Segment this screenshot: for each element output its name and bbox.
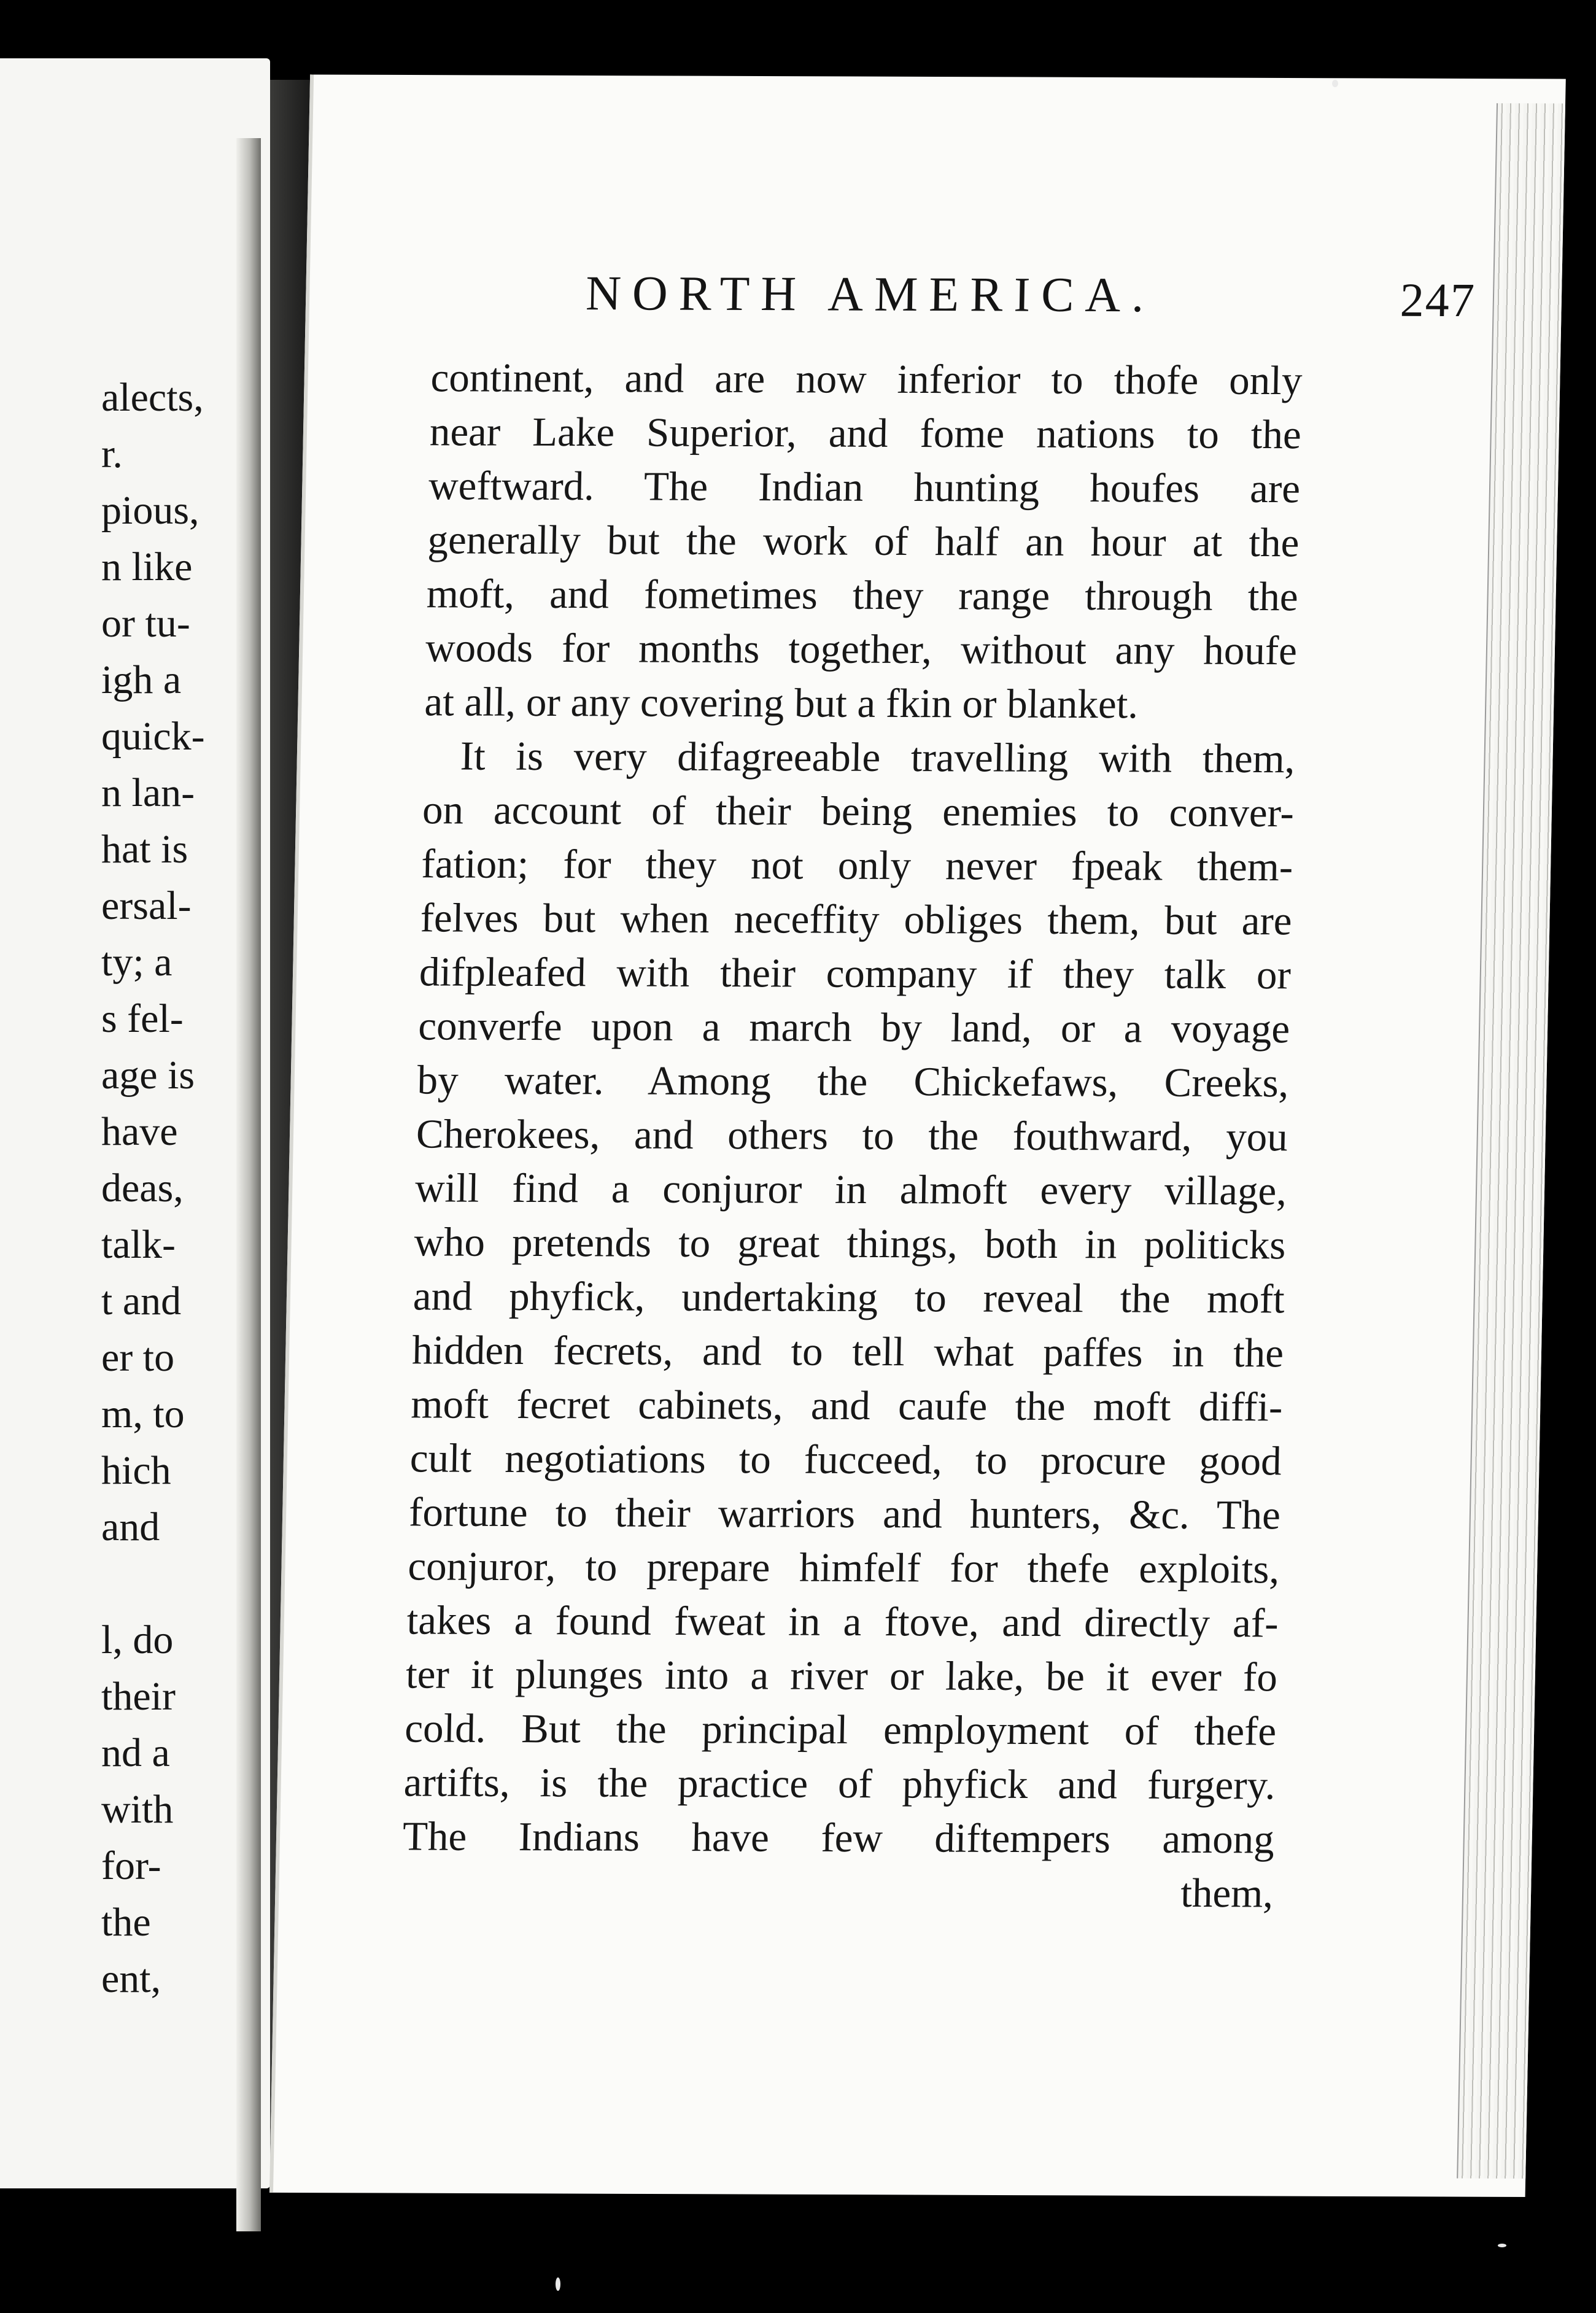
text-line: continent, and are now inferior to thofe only bbox=[430, 355, 1303, 404]
left-line: l, do bbox=[101, 1618, 174, 1662]
page-edge-stack bbox=[1457, 103, 1565, 2179]
left-page-gutter bbox=[236, 138, 261, 2231]
left-line: age is bbox=[101, 1053, 195, 1098]
left-line: ersal- bbox=[101, 883, 192, 928]
text-line: artifts, is the practice of phyfick and furgery. bbox=[403, 1759, 1276, 1808]
left-line: nd a bbox=[101, 1730, 170, 1775]
text-line: near Lake Superior, and fome nations to the bbox=[429, 409, 1302, 458]
left-line: er to bbox=[101, 1335, 175, 1380]
left-line: for- bbox=[101, 1843, 161, 1888]
text-line: moft, and fometimes they range through the bbox=[426, 571, 1299, 620]
left-line: pious, bbox=[101, 488, 200, 533]
text-line: and phyfick, undertaking to reveal the moft bbox=[413, 1273, 1285, 1322]
left-line: alects, bbox=[101, 375, 204, 420]
scan-speck bbox=[1332, 80, 1338, 87]
left-facing-page bbox=[0, 58, 270, 2188]
left-line: hich bbox=[101, 1448, 171, 1493]
left-line: talk- bbox=[101, 1222, 176, 1267]
text-line: will find a conjuror in almoft every village, bbox=[414, 1165, 1287, 1214]
text-line: weftward. The Indian hunting houfes are bbox=[428, 463, 1301, 512]
text-line: cult negotiations to fucceed, to procure good bbox=[409, 1435, 1282, 1484]
text-line: conjuror, to prepare himfelf for thefe exploits, bbox=[407, 1543, 1280, 1592]
left-line: the bbox=[101, 1900, 151, 1945]
text-line: fation; for they not only never fpeak them- bbox=[420, 841, 1293, 890]
left-line: s fel- bbox=[101, 996, 184, 1041]
left-line: r. bbox=[101, 432, 123, 476]
text-line: The Indians have few diftempers among bbox=[402, 1813, 1275, 1862]
page-number: 247 bbox=[1400, 273, 1476, 327]
left-line: m, to bbox=[101, 1392, 185, 1436]
scan-speck bbox=[1498, 2244, 1506, 2247]
text-line: generally but the work of half an hour at the bbox=[427, 517, 1300, 566]
scan-speck bbox=[556, 2277, 560, 2291]
text-line: who pretends to great things, both in politicks bbox=[413, 1219, 1287, 1268]
text-line: at all, or any covering but a fkin or blanket. bbox=[424, 679, 1139, 727]
left-line: n like bbox=[101, 544, 193, 589]
left-line: hat is bbox=[101, 827, 188, 872]
left-line: t and bbox=[101, 1279, 182, 1323]
paragraph-first-line: It is very difagreeable travelling with them, bbox=[460, 733, 1296, 782]
text-line: converfe upon a march by land, or a voyage bbox=[417, 1003, 1290, 1052]
page-header bbox=[585, 266, 1476, 343]
text-line: hidden fecrets, and to tell what paffes in the bbox=[411, 1327, 1284, 1376]
left-page-text bbox=[0, 58, 270, 2188]
catchword: them, bbox=[1180, 1870, 1274, 1916]
text-line: on account of their being enemies to conver- bbox=[422, 787, 1295, 836]
left-line: ty; a bbox=[101, 940, 172, 985]
text-line: cold. But the principal employment of thefe bbox=[404, 1705, 1277, 1754]
left-line: ent, bbox=[101, 1956, 161, 2001]
left-line: igh a bbox=[101, 657, 182, 702]
text-line: felves but when neceffity obliges them, but are bbox=[420, 895, 1293, 944]
left-line: and bbox=[101, 1505, 160, 1549]
text-line: ter it plunges into a river or lake, be it ever fo bbox=[405, 1651, 1278, 1700]
left-line: with bbox=[101, 1787, 174, 1832]
left-line: their bbox=[101, 1674, 176, 1719]
text-line: moft fecret cabinets, and caufe the moft diffi- bbox=[410, 1381, 1284, 1430]
text-line: fortune to their warriors and hunters, &c. The bbox=[408, 1489, 1281, 1538]
body-text bbox=[402, 351, 1303, 1916]
running-head: NORTH AMERICA. bbox=[585, 266, 1156, 323]
text-line: woods for months together, without any houfe bbox=[425, 625, 1298, 674]
left-line: have bbox=[101, 1109, 178, 1154]
left-line: or tu- bbox=[101, 601, 190, 646]
left-line: quick- bbox=[101, 714, 205, 759]
left-line: deas, bbox=[101, 1166, 184, 1211]
text-line: by water. Among the Chickefaws, Creeks, bbox=[417, 1057, 1290, 1106]
text-line: Cherokees, and others to the fouthward, you bbox=[416, 1111, 1288, 1160]
right-page bbox=[269, 74, 1566, 2197]
text-line: difpleafed with their company if they talk or bbox=[419, 949, 1292, 998]
text-line: takes a found fweat in a ftove, and directly af- bbox=[406, 1597, 1279, 1646]
left-line: n lan- bbox=[101, 770, 195, 815]
